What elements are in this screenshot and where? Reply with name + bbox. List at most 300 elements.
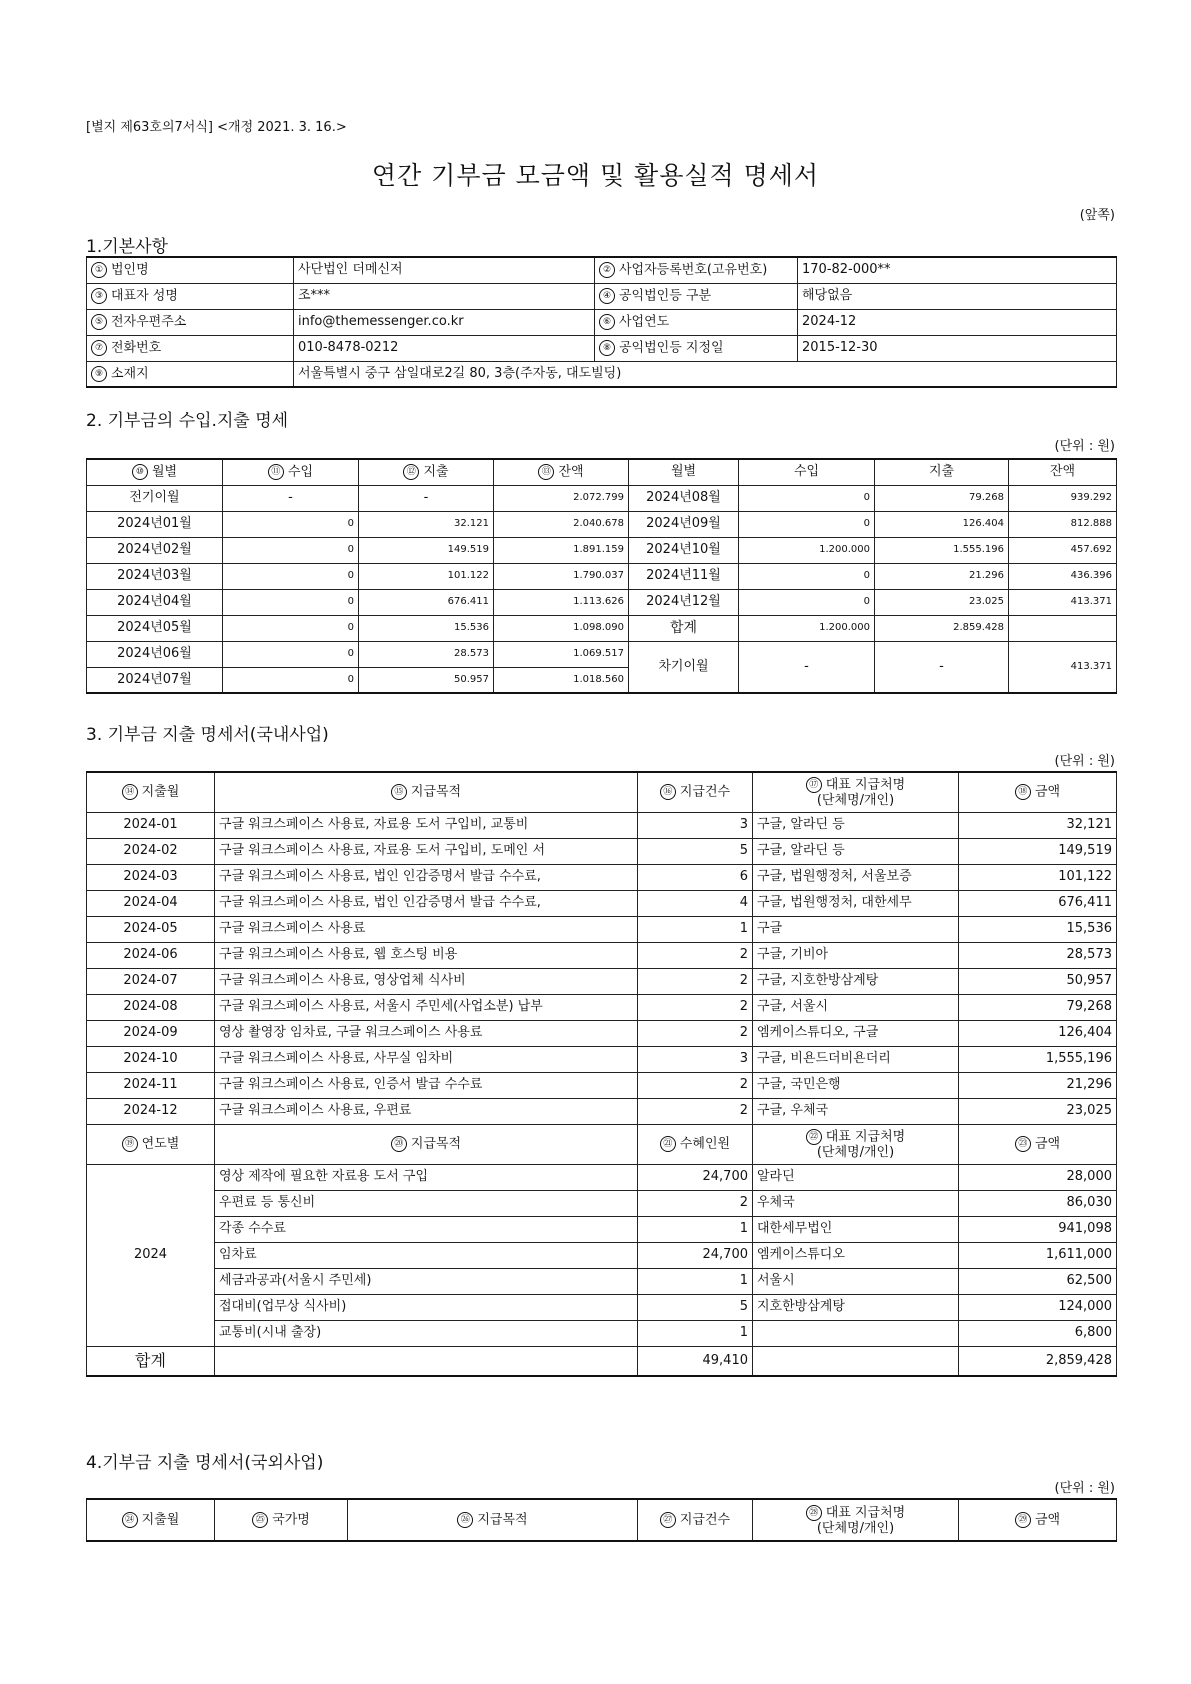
header-payee-sublabel: (단체명/개인) (816, 792, 895, 808)
carry-month-cell: 차기이월 (629, 641, 739, 693)
payee-cell: 구글, 국민은행 (753, 1072, 959, 1098)
basic-info-label (87, 309, 294, 335)
month-cell: 전기이월 (87, 485, 223, 511)
total-amount: 2,859,428 (959, 1346, 1117, 1376)
expense-cell: 15.536 (359, 615, 494, 641)
balance-cell: 812.888 (1009, 511, 1117, 537)
income-cell: 0 (739, 563, 875, 589)
expense-cell: 676.411 (359, 589, 494, 615)
basic-info-label-label: 법인명 (111, 262, 149, 278)
basic-info-label-label: 공익법인등 지정일 (619, 340, 724, 356)
basic-info-label-number: ④ (599, 288, 615, 304)
income-cell: 0 (223, 667, 359, 693)
amount-cell: 62,500 (959, 1268, 1117, 1294)
payee-cell: 구글, 법원행정처, 대한세무 (753, 890, 959, 916)
address-row (87, 361, 1117, 387)
income-expense-row (87, 511, 1117, 537)
overseas-header (87, 1499, 1117, 1541)
header-payee-label: 대표 지급처명 (825, 777, 906, 793)
section4-unit: (단위 : 원) (1054, 1481, 1115, 1496)
expense-cell: 2.859.428 (875, 615, 1009, 641)
header-country-number: ㉕ (252, 1512, 268, 1528)
income-expense-header (87, 459, 1117, 485)
amount-cell: 23,025 (959, 1098, 1117, 1124)
domestic-row (87, 916, 1117, 942)
basic-info-value: 해당없음 (798, 283, 1117, 309)
header-purpose (348, 1499, 638, 1541)
payee-cell: 우체국 (753, 1190, 959, 1216)
carry-balance-cell: 413.371 (1009, 641, 1117, 693)
basic-info-row (87, 309, 1117, 335)
amount-cell: 86,030 (959, 1190, 1117, 1216)
header-month-2: 월별 (629, 459, 739, 485)
count-cell: 2 (638, 1020, 753, 1046)
basic-info-label-number: ② (599, 262, 615, 278)
total-row (87, 1346, 1117, 1376)
header-income-number: ⑪ (268, 464, 284, 480)
purpose-cell: 구글 워크스페이스 사용료, 자료용 도서 구입비, 교통비 (215, 812, 638, 838)
overseas-expense-table (86, 1498, 1117, 1542)
balance-cell: 457.692 (1009, 537, 1117, 563)
spend-month-cell: 2024-09 (87, 1020, 215, 1046)
section3-unit: (단위 : 원) (1054, 754, 1115, 769)
beneficiaries-cell: 24,700 (638, 1164, 753, 1190)
income-cell: 0 (223, 511, 359, 537)
month-cell: 2024년09월 (629, 511, 739, 537)
balance-cell: 1.018.560 (494, 667, 629, 693)
header-amount-label: 금액 (1034, 1512, 1061, 1528)
income-cell: 1.200.000 (739, 537, 875, 563)
count-cell: 2 (638, 1072, 753, 1098)
header-payee-2-number: ㉒ (806, 1129, 822, 1145)
count-cell: 6 (638, 864, 753, 890)
spend-month-cell: 2024-08 (87, 994, 215, 1020)
header-beneficiaries-label: 수혜인원 (679, 1136, 731, 1152)
header-month-number: ⑩ (132, 464, 148, 480)
amount-cell: 124,000 (959, 1294, 1117, 1320)
header-payee (753, 772, 959, 812)
basic-info-label (595, 335, 798, 361)
page-side-note: (앞쪽) (1079, 208, 1115, 223)
basic-info-row (87, 257, 1117, 283)
balance-cell (1009, 615, 1117, 641)
header-payee-2-sublabel: (단체명/개인) (816, 1144, 895, 1160)
income-cell: 0 (223, 615, 359, 641)
month-cell: 2024년06월 (87, 641, 223, 667)
yearly-row (87, 1242, 1117, 1268)
header-payee-2-label: 대표 지급처명 (825, 1129, 906, 1144)
count-cell: 4 (638, 890, 753, 916)
payee-cell: 구글, 비욘드더비욘더리 (753, 1046, 959, 1072)
header-income-label: 수입 (287, 464, 314, 480)
purpose-cell: 영상 제작에 필요한 자료용 도서 구입 (215, 1164, 638, 1190)
header-spend-month-label: 지출월 (141, 1512, 180, 1528)
domestic-row (87, 942, 1117, 968)
payee-cell: 구글, 우체국 (753, 1098, 959, 1124)
section2-heading: 2. 기부금의 수입.지출 명세 (86, 411, 289, 431)
balance-cell: 2.072.799 (494, 485, 629, 511)
balance-cell: 1.069.517 (494, 641, 629, 667)
balance-cell: 1.098.090 (494, 615, 629, 641)
amount-cell: 50,957 (959, 968, 1117, 994)
payee-cell: 엠케이스튜디오, 구글 (753, 1020, 959, 1046)
payee-cell: 구글, 지호한방삼계탕 (753, 968, 959, 994)
income-cell: 1.200.000 (739, 615, 875, 641)
spend-month-cell: 2024-01 (87, 812, 215, 838)
header-country-label: 국가명 (272, 1512, 310, 1528)
income-expense-row (87, 485, 1117, 511)
header-balance-2: 잔액 (1009, 459, 1117, 485)
header-count-number: ㉗ (660, 1512, 676, 1528)
domestic-row (87, 1020, 1117, 1046)
basic-info-label-number: ⑧ (599, 340, 615, 356)
income-cell: 0 (223, 563, 359, 589)
basic-info-label (595, 257, 798, 283)
basic-info-value: info@themessenger.co.kr (294, 309, 595, 335)
total-purpose-empty (215, 1346, 638, 1376)
basic-info-row (87, 283, 1117, 309)
purpose-cell: 우편료 등 통신비 (215, 1190, 638, 1216)
total-label: 합계 (87, 1346, 215, 1376)
income-expense-row (87, 641, 1117, 667)
expense-cell: 50.957 (359, 667, 494, 693)
balance-cell: 2.040.678 (494, 511, 629, 537)
income-cell: 0 (223, 589, 359, 615)
yearly-row (87, 1320, 1117, 1346)
count-cell: 3 (638, 1046, 753, 1072)
payee-cell: 구글 (753, 916, 959, 942)
address-label (87, 361, 294, 387)
domestic-expense-table (86, 771, 1117, 1377)
purpose-cell: 구글 워크스페이스 사용료 (215, 916, 638, 942)
yearly-header (87, 1124, 1117, 1164)
header-year (87, 1124, 215, 1164)
header-amount (959, 772, 1117, 812)
header-payee-number: ⑰ (806, 777, 822, 793)
amount-cell: 15,536 (959, 916, 1117, 942)
payee-cell: 구글, 알라딘 등 (753, 838, 959, 864)
spend-month-cell: 2024-11 (87, 1072, 215, 1098)
yearly-row (87, 1294, 1117, 1320)
basic-info-value: 010-8478-0212 (294, 335, 595, 361)
count-cell: 1 (638, 916, 753, 942)
purpose-cell: 구글 워크스페이스 사용료, 서울시 주민세(사업소분) 납부 (215, 994, 638, 1020)
expense-cell: 79.268 (875, 485, 1009, 511)
header-year-number: ⑲ (122, 1136, 138, 1152)
domestic-row (87, 890, 1117, 916)
header-expense-number: ⑫ (403, 464, 419, 480)
amount-cell: 126,404 (959, 1020, 1117, 1046)
spend-month-cell: 2024-07 (87, 968, 215, 994)
spend-month-cell: 2024-05 (87, 916, 215, 942)
income-expense-table (86, 458, 1117, 694)
expense-cell: 28.573 (359, 641, 494, 667)
header-payee-2 (753, 1124, 959, 1164)
header-expense-label: 지출 (423, 464, 449, 480)
document-title: 연간 기부금 모금액 및 활용실적 명세서 (371, 161, 820, 190)
header-purpose-number: ㉖ (457, 1512, 473, 1528)
basic-info-label (87, 335, 294, 361)
payee-cell: 대한세무법인 (753, 1216, 959, 1242)
header-spend-month-number: ㉔ (122, 1512, 138, 1528)
month-cell: 2024년01월 (87, 511, 223, 537)
payee-cell: 엠케이스튜디오 (753, 1242, 959, 1268)
domestic-row (87, 812, 1117, 838)
carry-income-cell: - (739, 641, 875, 693)
header-amount (959, 1499, 1117, 1541)
purpose-cell: 구글 워크스페이스 사용료, 법인 인감증명서 발급 수수료, (215, 890, 638, 916)
basic-info-label (87, 257, 294, 283)
income-expense-row (87, 589, 1117, 615)
payee-cell: 구글, 서울시 (753, 994, 959, 1020)
count-cell: 5 (638, 838, 753, 864)
basic-info-label-label: 전자우편주소 (111, 314, 187, 330)
spend-month-cell: 2024-12 (87, 1098, 215, 1124)
header-count-label: 지급건수 (679, 784, 731, 800)
amount-cell: 79,268 (959, 994, 1117, 1020)
payee-cell: 구글, 법원행정처, 서울보증 (753, 864, 959, 890)
yearly-row (87, 1190, 1117, 1216)
spend-month-cell: 2024-02 (87, 838, 215, 864)
header-balance-number: ⑬ (538, 464, 554, 480)
header-spend-month (87, 1499, 215, 1541)
expense-cell: - (359, 485, 494, 511)
month-cell: 2024년07월 (87, 667, 223, 693)
payee-cell: 지호한방삼계탕 (753, 1294, 959, 1320)
header-beneficiaries (638, 1124, 753, 1164)
header-count (638, 1499, 753, 1541)
header-amount-2-number: ㉓ (1015, 1136, 1031, 1152)
income-cell: - (223, 485, 359, 511)
header-country (215, 1499, 348, 1541)
expense-cell: 32.121 (359, 511, 494, 537)
yearly-row (87, 1268, 1117, 1294)
expense-cell: 101.122 (359, 563, 494, 589)
header-purpose (215, 772, 638, 812)
purpose-cell: 세금과공과(서울시 주민세) (215, 1268, 638, 1294)
income-expense-row (87, 615, 1117, 641)
basic-info-label-number: ① (91, 262, 107, 278)
section2-unit: (단위 : 원) (1054, 439, 1115, 454)
header-count (638, 772, 753, 812)
header-count-number: ⑯ (660, 784, 676, 800)
amount-cell: 1,611,000 (959, 1242, 1117, 1268)
payee-cell: 서울시 (753, 1268, 959, 1294)
header-spend-month (87, 772, 215, 812)
income-cell: 0 (739, 511, 875, 537)
basic-info-label-number: ⑤ (91, 314, 107, 330)
address-label-label: 소재지 (111, 366, 149, 382)
income-cell: 0 (223, 641, 359, 667)
basic-info-label (595, 283, 798, 309)
basic-info-value: 조*** (294, 283, 595, 309)
count-cell: 3 (638, 812, 753, 838)
header-year-label: 연도별 (141, 1136, 180, 1152)
header-payee (753, 1499, 959, 1541)
header-payee-sublabel: (단체명/개인) (816, 1520, 895, 1536)
total-payee-empty (753, 1346, 959, 1376)
amount-cell: 6,800 (959, 1320, 1117, 1346)
address-label-number: ⑨ (91, 366, 107, 382)
month-cell: 2024년10월 (629, 537, 739, 563)
income-cell: 0 (223, 537, 359, 563)
header-income (223, 459, 359, 485)
balance-cell: 1.790.037 (494, 563, 629, 589)
domestic-row (87, 968, 1117, 994)
purpose-cell: 구글 워크스페이스 사용료, 사무실 임차비 (215, 1046, 638, 1072)
basic-info-label (595, 309, 798, 335)
basic-info-value: 2015-12-30 (798, 335, 1117, 361)
section1-heading: 1.기본사항 (86, 237, 168, 257)
income-expense-row (87, 537, 1117, 563)
count-cell: 2 (638, 942, 753, 968)
amount-cell: 21,296 (959, 1072, 1117, 1098)
spend-month-cell: 2024-03 (87, 864, 215, 890)
purpose-cell: 접대비(업무상 식사비) (215, 1294, 638, 1320)
amount-cell: 149,519 (959, 838, 1117, 864)
income-cell: 0 (739, 589, 875, 615)
total-beneficiaries: 49,410 (638, 1346, 753, 1376)
amount-cell: 28,000 (959, 1164, 1117, 1190)
amount-cell: 1,555,196 (959, 1046, 1117, 1072)
header-payee-label: 대표 지급처명 (825, 1505, 906, 1520)
section3-heading: 3. 기부금 지출 명세서(국내사업) (86, 725, 329, 745)
purpose-cell: 구글 워크스페이스 사용료, 인증서 발급 수수료 (215, 1072, 638, 1098)
amount-cell: 941,098 (959, 1216, 1117, 1242)
carry-expense-cell: - (875, 641, 1009, 693)
spend-month-cell: 2024-10 (87, 1046, 215, 1072)
domestic-header (87, 772, 1117, 812)
header-amount-label: 금액 (1034, 784, 1061, 800)
purpose-cell: 구글 워크스페이스 사용료, 법인 인감증명서 발급 수수료, (215, 864, 638, 890)
basic-info-label-label: 사업자등록번호(고유번호) (619, 262, 768, 278)
basic-info-label (87, 283, 294, 309)
amount-cell: 28,573 (959, 942, 1117, 968)
beneficiaries-cell: 2 (638, 1190, 753, 1216)
basic-info-row (87, 335, 1117, 361)
expense-cell: 21.296 (875, 563, 1009, 589)
header-balance-label: 잔액 (558, 464, 584, 480)
header-purpose-label: 지급목적 (477, 1512, 528, 1528)
expense-cell: 149.519 (359, 537, 494, 563)
balance-cell: 413.371 (1009, 589, 1117, 615)
header-amount-2 (959, 1124, 1117, 1164)
purpose-cell: 교통비(시내 출장) (215, 1320, 638, 1346)
basic-info-table (86, 256, 1117, 388)
income-expense-row (87, 563, 1117, 589)
basic-info-value: 사단법인 더메신저 (294, 257, 595, 283)
amount-cell: 101,122 (959, 864, 1117, 890)
purpose-cell: 구글 워크스페이스 사용료, 우편료 (215, 1098, 638, 1124)
header-income-2: 수입 (739, 459, 875, 485)
header-purpose-number: ⑮ (391, 784, 407, 800)
basic-info-label-number: ⑦ (91, 340, 107, 356)
balance-cell: 436.396 (1009, 563, 1117, 589)
header-expense-2: 지출 (875, 459, 1009, 485)
basic-info-label-label: 전화번호 (111, 340, 162, 356)
basic-info-label-label: 공익법인등 구분 (619, 288, 712, 304)
payee-cell: 알라딘 (753, 1164, 959, 1190)
header-amount-2-label: 금액 (1034, 1136, 1061, 1152)
beneficiaries-cell: 1 (638, 1216, 753, 1242)
month-cell: 2024년08월 (629, 485, 739, 511)
purpose-cell: 영상 촬영장 임차료, 구글 워크스페이스 사용료 (215, 1020, 638, 1046)
form-number: [별지 제63호의7서식] <개정 2021. 3. 16.> (86, 120, 347, 135)
domestic-row (87, 994, 1117, 1020)
purpose-cell: 구글 워크스페이스 사용료, 웹 호스팅 비용 (215, 942, 638, 968)
header-amount-number: ⑱ (1015, 784, 1031, 800)
basic-info-label-label: 대표자 성명 (111, 288, 178, 304)
header-purpose-label: 지급목적 (410, 784, 462, 800)
yearly-row (87, 1216, 1117, 1242)
yearly-row (87, 1164, 1117, 1190)
month-cell: 2024년12월 (629, 589, 739, 615)
header-spend-month-label: 지출월 (141, 784, 180, 800)
purpose-cell: 각종 수수료 (215, 1216, 638, 1242)
header-month (87, 459, 223, 485)
expense-cell: 23.025 (875, 589, 1009, 615)
count-cell: 2 (638, 1098, 753, 1124)
amount-cell: 676,411 (959, 890, 1117, 916)
balance-cell: 1.113.626 (494, 589, 629, 615)
basic-info-value: 2024-12 (798, 309, 1117, 335)
header-month-label: 월별 (151, 464, 178, 480)
month-cell: 2024년05월 (87, 615, 223, 641)
payee-cell (753, 1320, 959, 1346)
header-payee-number: ㉘ (806, 1505, 822, 1521)
expense-cell: 1.555.196 (875, 537, 1009, 563)
header-beneficiaries-number: ㉑ (660, 1136, 676, 1152)
purpose-cell: 구글 워크스페이스 사용료, 영상업체 식사비 (215, 968, 638, 994)
basic-info-label-label: 사업연도 (619, 314, 670, 330)
header-amount-number: ㉙ (1015, 1512, 1031, 1528)
beneficiaries-cell: 5 (638, 1294, 753, 1320)
balance-cell: 1.891.159 (494, 537, 629, 563)
beneficiaries-cell: 1 (638, 1268, 753, 1294)
amount-cell: 32,121 (959, 812, 1117, 838)
purpose-cell: 구글 워크스페이스 사용료, 자료용 도서 구입비, 도메인 서 (215, 838, 638, 864)
address-value: 서울특별시 중구 삼일대로2길 80, 3층(주자동, 대도빌딩) (294, 361, 1117, 387)
balance-cell: 939.292 (1009, 485, 1117, 511)
purpose-cell: 임차료 (215, 1242, 638, 1268)
count-cell: 2 (638, 968, 753, 994)
domestic-row (87, 1098, 1117, 1124)
basic-info-value: 170-82-000** (798, 257, 1117, 283)
expense-cell: 126.404 (875, 511, 1009, 537)
section4-heading: 4.기부금 지출 명세서(국외사업) (86, 1453, 324, 1473)
income-cell: 0 (739, 485, 875, 511)
payee-cell: 구글, 알라딘 등 (753, 812, 959, 838)
count-cell: 2 (638, 994, 753, 1020)
beneficiaries-cell: 1 (638, 1320, 753, 1346)
domestic-row (87, 1072, 1117, 1098)
header-purpose-2 (215, 1124, 638, 1164)
payee-cell: 구글, 기비아 (753, 942, 959, 968)
basic-info-label-number: ⑥ (599, 314, 615, 330)
header-count-label: 지급건수 (679, 1512, 731, 1528)
header-expense (359, 459, 494, 485)
spend-month-cell: 2024-04 (87, 890, 215, 916)
beneficiaries-cell: 24,700 (638, 1242, 753, 1268)
domestic-row (87, 1046, 1117, 1072)
month-cell: 합계 (629, 615, 739, 641)
header-balance (494, 459, 629, 485)
domestic-row (87, 864, 1117, 890)
month-cell: 2024년03월 (87, 563, 223, 589)
month-cell: 2024년02월 (87, 537, 223, 563)
basic-info-label-number: ③ (91, 288, 107, 304)
spend-month-cell: 2024-06 (87, 942, 215, 968)
